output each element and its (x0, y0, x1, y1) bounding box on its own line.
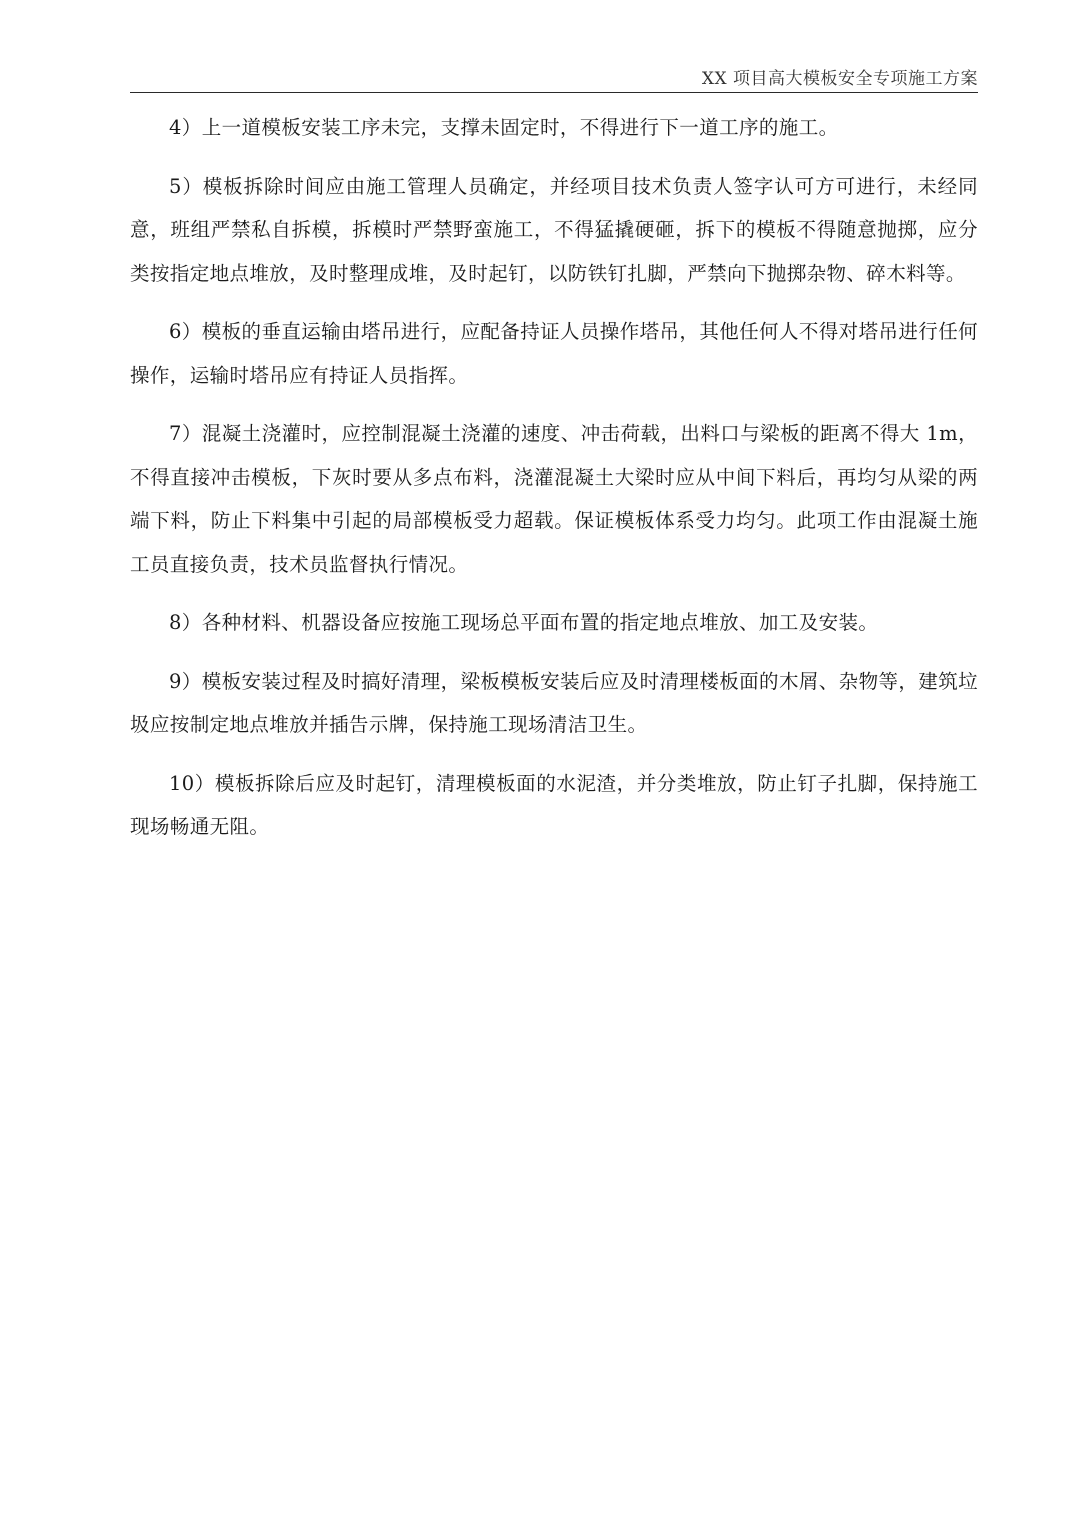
paragraph-item-5: 5）模板拆除时间应由施工管理人员确定，并经项目技术负责人签字认可方可进行，未经同意，班组严禁私自拆模，拆模时严禁野蛮施工，不得猛撬硬砸，拆下的模板不得随意抛掷，应分类按指定地点堆放，及时整理成堆，及时起钉，以防铁钉扎脚，严禁向下抛掷杂物、碎木料等。 (130, 174, 978, 285)
paragraph-item-8: 8）各种材料、机器设备应按施工现场总平面布置的指定地点堆放、加工及安装。 (169, 611, 879, 634)
header-title: XX 项目高大模板安全专项施工方案 (701, 69, 978, 89)
page-header (130, 60, 978, 93)
document-body (130, 106, 978, 864)
paragraph-item-7: 7）混凝土浇灌时，应控制混凝土浇灌的速度、冲击荷载，出料口与梁板的距离不得大 1m，不得直接冲击模板，下灰时要从多点布料，浇灌混凝土大梁时应从中间下料后，再均匀从梁的两端下料，防止下料集中引起的局部模板受力超载。保证模板体系受力均匀。此项工作由混凝土施工员直接负责，技术员监督执行情况。 (130, 422, 978, 576)
paragraph-item-10: 10）模板拆除后应及时起钉，清理模板面的水泥渣，并分类堆放，防止钉子扎脚，保持施工现场畅通无阻。 (130, 771, 978, 838)
paragraph-item-4: 4）上一道模板安装工序未完，支撑未固定时，不得进行下一道工序的施工。 (169, 116, 839, 139)
paragraph-item-6: 6）模板的垂直运输由塔吊进行，应配备持证人员操作塔吊，其他任何人不得对塔吊进行任何操作，运输时塔吊应有持证人员指挥。 (130, 320, 978, 387)
paragraph-item-9: 9）模板安装过程及时搞好清理，梁板模板安装后应及时清理楼板面的木屑、杂物等，建筑垃圾应按制定地点堆放并插告示牌，保持施工现场清洁卫生。 (130, 669, 978, 736)
